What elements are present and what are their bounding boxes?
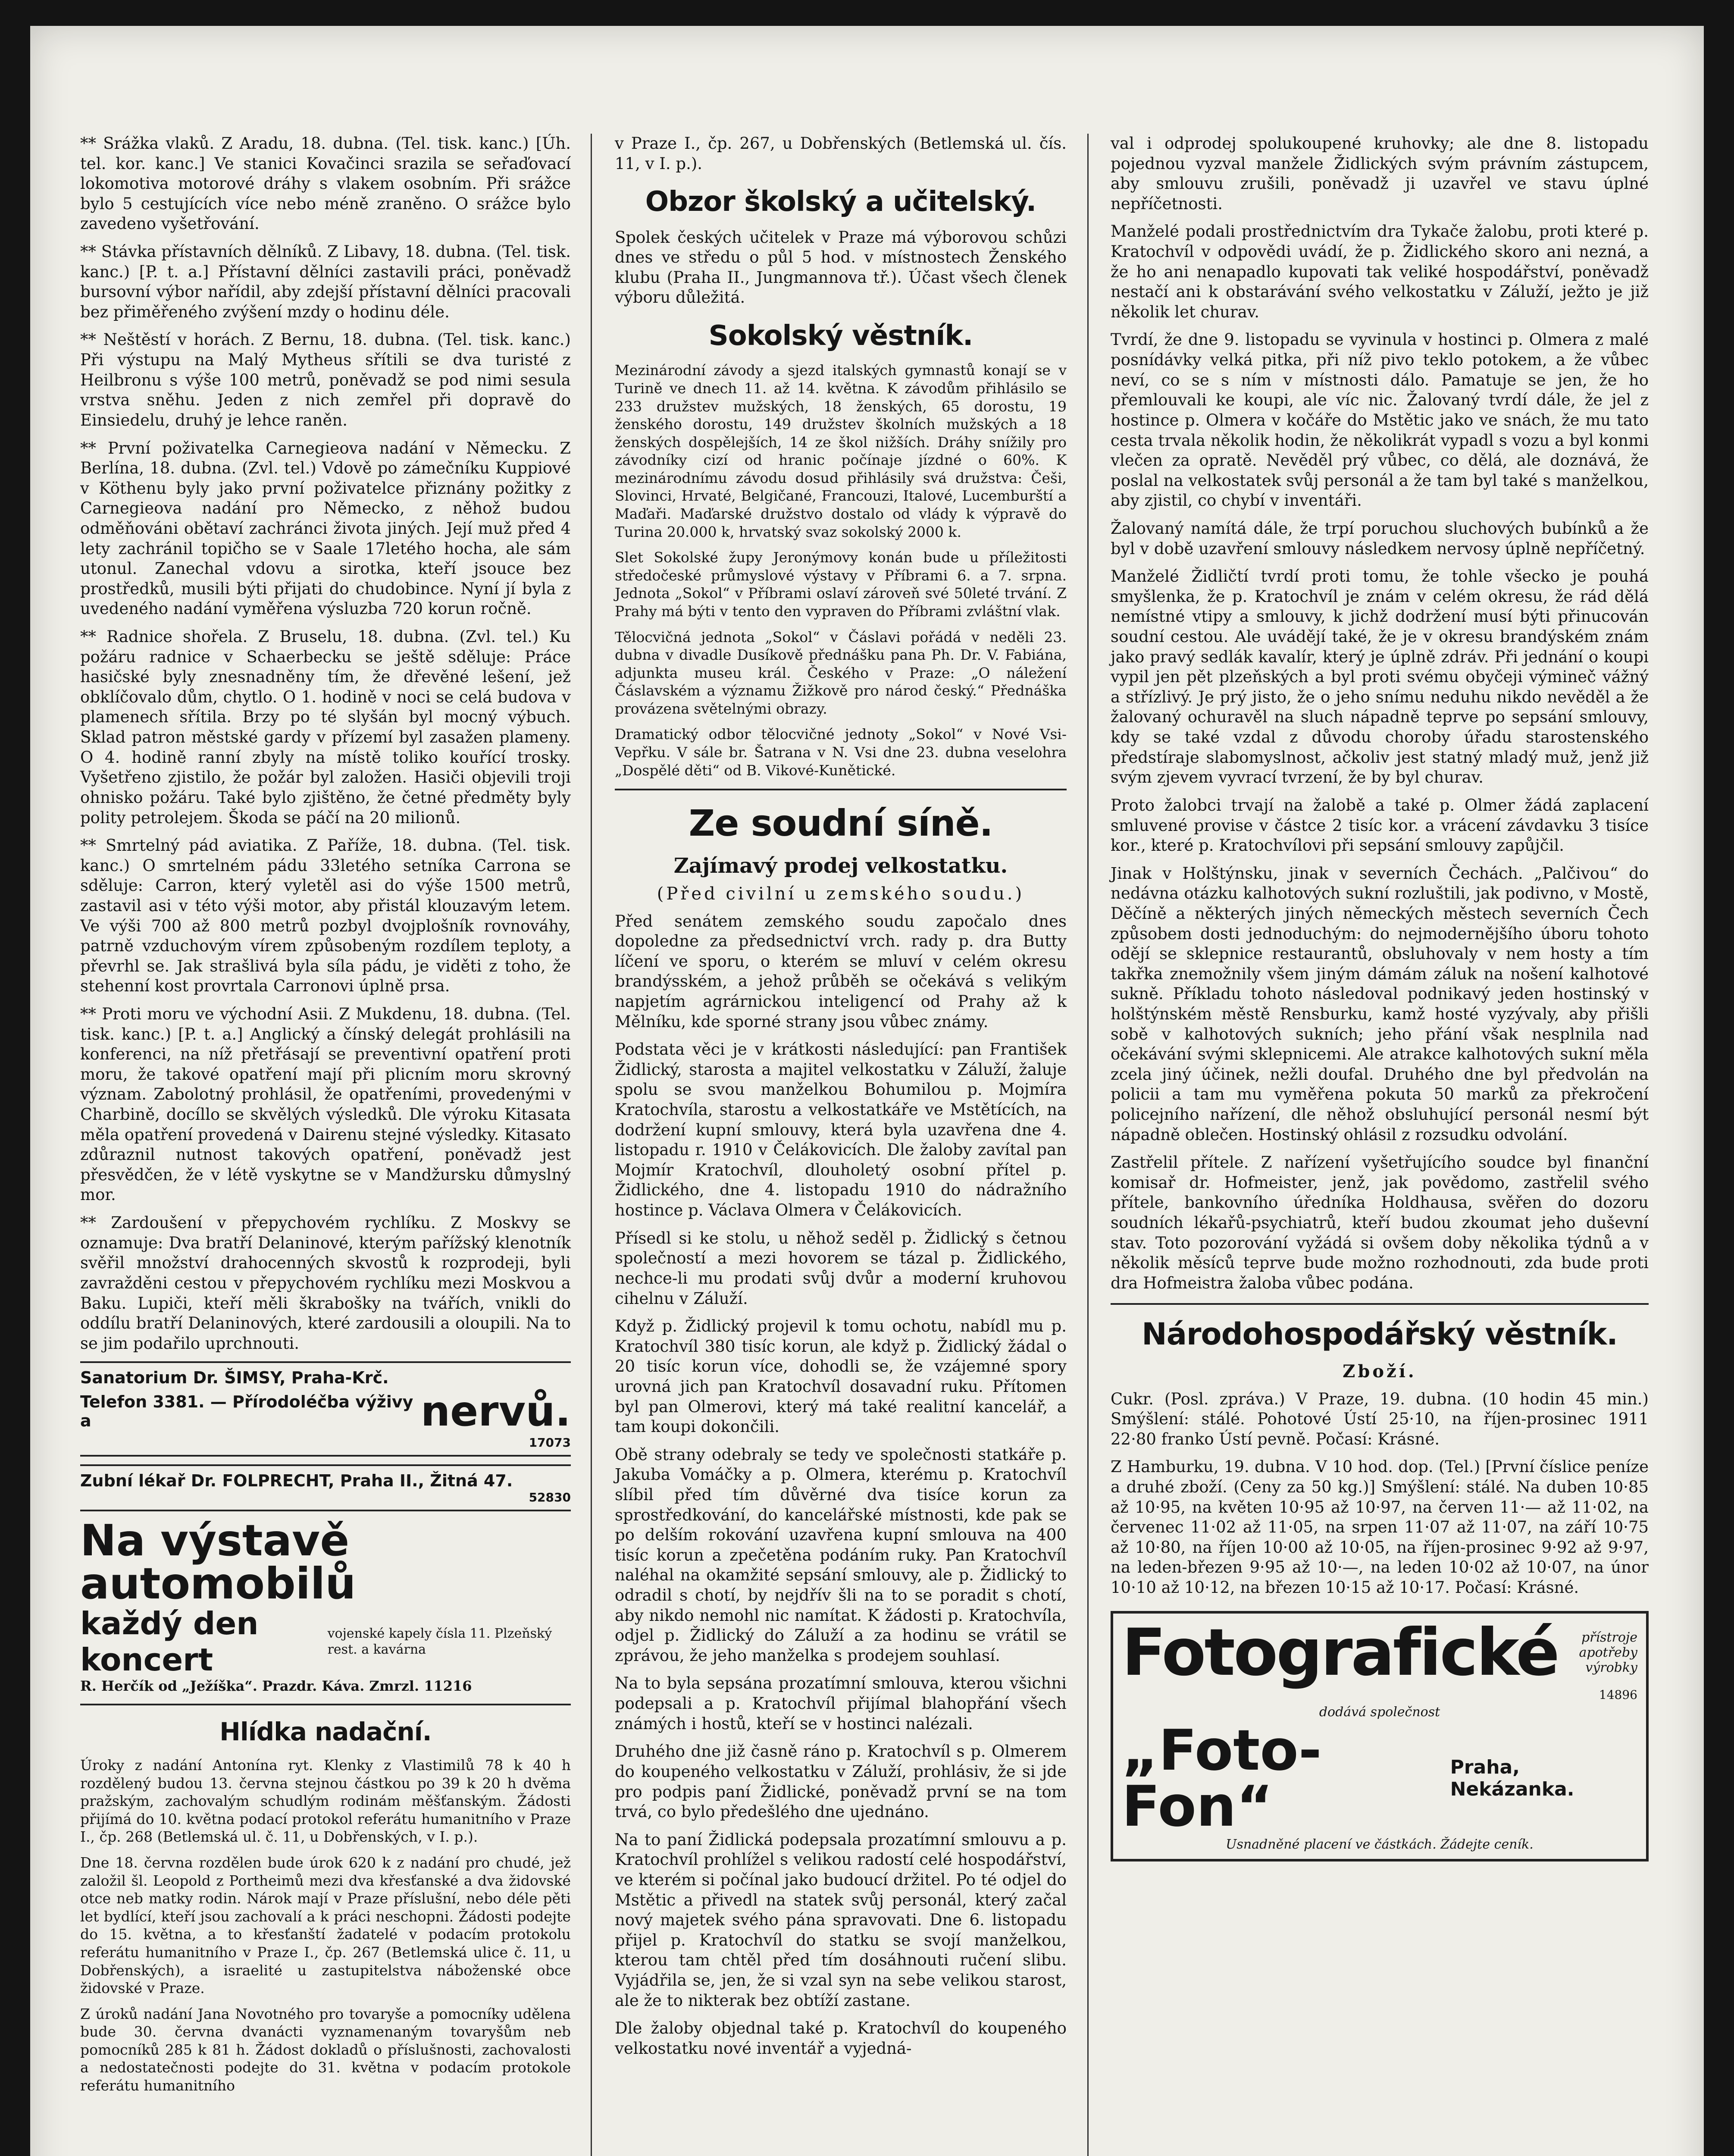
section-heading: Ze soudní síně. <box>689 802 993 845</box>
subsection-heading: Zboží. <box>1343 1361 1417 1382</box>
article-paragraph: val i odprodej spolukoupené kruhovky; ale dne 8. listopadu pojednou vyzval manžele Židlických svým právním zástupcem, aby smlouvu zrušili, poněvadž ji uzavřel ve stavu úplné nepříčetnosti. <box>1111 134 1649 213</box>
news-item: Dramatický odbor tělocvičné jednoty „Sokol“ v Nové Vsi-Vepřku. V sále br. Šatrana v N. Vsi dne 23. dubna veselohra „Dospělé děti“ od B. Vikové-Kunětické. <box>615 726 1067 779</box>
article-paragraph: Na to byla sepsána prozatímní smlouva, kterou všichni podepsali a p. Kratochvíl přijímal blahopřání všech známých i hostů, kteří se v hostinci nalézali. <box>615 1674 1067 1733</box>
column-3 <box>1099 134 1660 2156</box>
ad-text: Usnadněné placení ve částkách. Žádejte ceník. <box>1226 1836 1534 1852</box>
news-item: Slet Sokolské župy Jeronýmovy konán bude u příležitosti středočeské průmyslové výstavy v Příbrami 6. a 7. srpna. Jednota „Sokol“ v Příbrami oslaví zároveň své 50leté trvání. Z Prahy má býti v tento den vypraven do Příbrami zvláštní vlak. <box>615 549 1067 620</box>
news-item: ** Srážka vlaků. Z Aradu, 18. dubna. (Tel. tisk. kanc.) [Úh. tel. kor. kanc.] Ve stanici Kovačinci srazila se seřaďovací lokomotiva motorové dráhy s vlakem osobním. Při srážce bylo 5 cestujících více nebo méně zraněno. O srážce bylo zavedeno vyšetřování. <box>80 134 571 233</box>
news-item: ** První poživatelka Carnegieova nadání v Německu. Z Berlína, 18. dubna. (Zvl. tel.) Vdově po zámečníku Kuppiové v Köthenu byly jako první poživatelce přiznány požitky z Carnegieova nadání pro Německo, z něhož budou odměňováni obětaví zachránci života jiných. Její muž před 4 lety zachránil topičho se v Saale 17letého hocha, ale sám utonul. Zanechal vdovu a sirotka, kteří jsouce bez prostředků, musili býti přijati do chudobince. Nyní jí byla z uvedeného nadání vyměřena výsluzba 720 korun ročně. <box>80 439 571 618</box>
article-paragraph: Podstata věci je v krátkosti následující: pan František Židlický, starosta a majitel velkostatku v Záluží, žaluje spolu se svou manželkou Bohumilou p. Mojmíra Kratochvíla, starostu a velkostatkáře ve Mstětících, na dodržení kupní smlouvy, která byla uzavřena dne 4. listopadu r. 1910 v Čelákovicích. Dle žaloby zavítal pan Mojmír Kratochvíl, dlouholetý osobní přítel p. Židlického, dne 4. listopadu 1910 do nádražního hostince p. Václava Olmera v Čelákovicích. <box>615 1040 1067 1220</box>
ad-text: vojenské kapely čísla 11. Plzeňský rest. a kavárna <box>327 1626 552 1658</box>
news-item: v Praze I., čp. 267, u Dobřenských (Betlemská ul. čís. 11, v I. p.). <box>615 134 1067 173</box>
article-paragraph: Druhého dne již časně ráno p. Kratochvíl s p. Olmerem do koupeného velkostatku v Záluží, prohlásiv, že si jde pro podpis paní Židlické, poněvadž první se na tom trvá, co bylo předešlého dne ujednáno. <box>615 1742 1067 1821</box>
ad-headline: Na výstavě automobilů <box>80 1515 356 1609</box>
ad-text: R. Herčík od „Ježíška“. Prazdr. Káva. Zmrzl. 11216 <box>80 1678 472 1695</box>
news-item: Zastřelil přítele. Z nařízení vyšetřujícího soudce byl finanční komisař dr. Hofmeister, jenž, jak povědomo, zastřelil svého přítele, bankovního úředníka Holdhausa, svěřen do dozoru soudních lékařů-psychiatrů, kteří budou zkoumat jeho duševní stav. Toto pozorování vyžádá si ovšem doby několika týdnů a v několik měsíců teprve bude možno rozhodnouti, zda bude proti dra Hofmeistra žaloba vůbec podána. <box>1111 1153 1649 1292</box>
divider <box>80 1704 571 1705</box>
article-title: Zajímavý prodej velkostatku. <box>673 853 1008 878</box>
news-item: ** Proti moru ve východní Asii. Z Mukdenu, 18. dubna. (Tel. tisk. kanc.) [P. t. a.] Anglický a čínský delegát prohlásili na konferenci, na níž přetřásají se preventivní opatření proti moru, že takové opatření mají při plicním moru skrovný význam. Zabolotný prohlásil, že opatřeními, provedenými v Charbině, docíllo se skvělých výsledků. Dle výroku Kitasata měla opatření provedená v Dairenu stejné výsledky. Kitasato zdůraznil nutnost takových opatření, poněvadž jest přesvědčen, že v létě vyskytne se v Mandžursku důmyslný mor. <box>80 1004 571 1204</box>
ad-headline: „Foto-Fon“ <box>1122 1717 1322 1839</box>
article-paragraph: Před senátem zemského soudu započalo dnes dopoledne za předsednictví vrch. rady p. dra Butty líčení ve sporu, o kterém se mluví v celém okresu brandýsském, a jehož průběh se očekává s velikým napjetím agrárnickou inteligencí od Prahy až k Mělníku, kde sporné strany jsou vůbec známy. <box>615 912 1067 1031</box>
news-item: Spolek českých učitelek v Praze má výborovou schůzi dnes ve středu o půl 5 hod. v místnostech Ženského klubu (Praha II., Jungmannova tř.). Účast všech členek výboru důležitá. <box>615 228 1067 307</box>
article-paragraph: Manželé Židličtí tvrdí proti tomu, že tohle všecko je pouhá smyšlenka, že p. Kratochvíl je znám v celém okresu, že rád dělá nemístné vtipy a smlouvy, k jichž dodržení musí býti přinucován soudní cestou. Ale uvádějí také, že je v okresu brandýském znám jako pravý sedlák kavalír, který je úplně zdráv. Při jednání o koupi vypil jen pět plzeňských a byl proti svému obyčeji výmineč vážný a střízlivý. Je prý jisto, že o jeho snímu neduhu nikdo nevěděl a že žalovaný ochuravěl na sluch nápadně teprve po sepsání smlouvy, kdy se také vzdal z důvodu choroby úřadu starostenského předstíraje slabomyslnost, ačkoliv jest statný mladý muž, jenž již svým zjevem vyvrací tvrzení, že by byl churav. <box>1111 567 1649 787</box>
article-paragraph: Dle žaloby objednal také p. Kratochvíl do koupeného velkostatku nové inventář a vyjedná- <box>615 2019 1067 2058</box>
ad-headline: nervů. <box>420 1387 571 1436</box>
news-item: ** Zardoušení v přepychovém rychlíku. Z Moskvy se oznamuje: Dva bratří Delaninové, kterým pařížský klenotník svěřil množství drahocenných skvostů k rozprodeji, byli zavražděni cestou v přepychovém rychlíku mezi Moskvou a Baku. Lupiči, kteří měli škrabošky na tvářích, vnikli do oddílu bratří Delaninových, které zardousili a oloupili. Na to se jim podařilo uprchnouti. <box>80 1213 571 1353</box>
news-item: Mezinárodní závody a sjezd italských gymnastů konají se v Turině ve dnech 11. až 14. května. K závodům přihlásilo se 233 družstev mužských, 18 ženských, 65 dorostu, 19 ženského dorostu, 149 družstev školních mužských a 18 ženských dospělejších, 14 ze škol nižších. Dráhy snížily pro závodníky cizí od hranic počínaje jízdné o 60%. K mezinárodnímu závodu dosud přihlásily svá družstva: Češi, Slovinci, Hrvaté, Belgičané, Francouzi, Italové, Lucemburští a Maďaři. Maďarské družstvo dostalo od vlády k výpravě do Turina 20.000 k, hrvatský svaz sokolský 2000 k. <box>615 362 1067 540</box>
market-report: Z Hamburku, 19. dubna. V 10 hod. dop. (Tel.) [První číslice peníze a druhé zboží. (Ceny za 50 kg.)] Smýšlení: stálé. Na duben 10·85 až 10·95, na květen 10·95 až 10·97, na červen 11·— až 11·02, na červenec 11·02 až 11·05, na srpen 11·07 až 11·07, na září 10·75 až 10·80, na říjen 10·00 až 10·05, na říjen-prosinec 9·92 až 9·97, na leden-březen 9·95 až 10·—, na leden 10·02 až 10·07, na únor 10·10 až 10·12, na březen 10·15 až 10·17. Počasí: Krásné. <box>1111 1457 1649 1597</box>
ad-text: Sanatorium Dr. ŠIMSY, Praha-Krč. <box>80 1368 389 1388</box>
news-item: Tělocvičná jednota „Sokol“ v Čáslavi pořádá v neděli 23. dubna v divadle Dusíkově přednášku pana Ph. Dr. V. Fabiána, adjunkta museu král. Českého v Praze: „O náležení Čáslavském a významu Žižkově pro národ český.“ Přednáška provázena světelnými obrazy. <box>615 628 1067 717</box>
column-2 <box>604 134 1078 2156</box>
market-report: Cukr. (Posl. zpráva.) V Praze, 19. dubna. (10 hodin 45 min.) Smýšlení: stálé. Pohotové Ústí 25·10, na říjen-prosinec 1911 22·80 franko Ústí pevně. Počasí: Krásné. <box>1111 1389 1649 1448</box>
newspaper-page <box>30 26 1704 2156</box>
article-paragraph: Tvrdí, že dne 9. listopadu se vyvinula v hostinci p. Olmera z malé posnídávky velká pitka, při níž pivo teklo potokem, a že vůbec neví, co se s ním v místnosti dálo. Pamatuje se jen, že ho přemlouvali ke koupi, ale víc nic. Žalovaný tvrdí dále, že jel z hostince p. Olmera v kočáře do Mstětic jako ve snách, že mu tato cesta trvala několik hodin, že několikrát vypadl s vozu a byl konmi vlečen za opratě. Nevěděl prý vůbec, co dělá, ale doznává, že poslal na velkostatek svůj personál a že tam byl také s manželkou, aby zjistil, co chybí v inventáři. <box>1111 330 1649 510</box>
ad-headline: Fotografické <box>1122 1615 1558 1690</box>
section-heading: Hlídka nadační. <box>219 1717 432 1747</box>
article-paragraph: Přísedl si ke stolu, u něhož seděl p. Židlický s četnou společností a mezi hovorem se tázal p. Židlického, nechce-li mu prodati svůj dvůr a moderní kruhovou cihelnu v Záluží. <box>615 1228 1067 1308</box>
ad-text: Zubní lékař Dr. FOLPRECHT, Praha II., Žitná 47. <box>80 1471 513 1491</box>
ad-code: 52830 <box>529 1490 571 1505</box>
article-subtitle: (Před civilní u zemského soudu.) <box>657 884 1025 904</box>
news-item: Z úroků nadání Jana Novotného pro tovaryše a pomocníky udělena bude 30. června dvanácti vyznamenaným tovaryšům neb pomocníků 285 k 81 h. Žádost dokladů o příslušnosti, zachovalosti a nedostatečnosti podejte do 31. května v podacím protokole referátu humanitního <box>80 2005 571 2094</box>
ad-code: 14896 <box>1599 1687 1637 1702</box>
column-divider <box>1087 134 1089 2156</box>
section-heading: Národohospodářský věstník. <box>1142 1316 1618 1352</box>
automobile-ad <box>80 1515 571 1695</box>
column-1 <box>69 134 582 2156</box>
section-heading: Obzor školský a učitelský. <box>645 186 1036 218</box>
news-item: Úroky z nadání Antonína ryt. Klenky z Vlastimilů 78 k 40 h rozdělený budou 13. června stejnou částkou po 39 k 20 h dvěma pražským, zachovalým schudlým rodinám měšťanským. Žádosti přijímá do 10. května podací protokol referátu humanitního v Praze I., čp. 268 (Betlemská ul. č. 11, u Dobřenských, v I. p.). <box>80 1757 571 1846</box>
section-heading: Sokolský věstník. <box>708 320 973 352</box>
article-paragraph: Žalovaný namítá dále, že trpí poruchou sluchových bubínků a že byl v době uzavření smlouvy následkem nervosy úplně nepříčetný. <box>1111 519 1649 558</box>
ad-code: 17073 <box>529 1435 571 1450</box>
ad-text: Telefon 3381. — Přírodoléčba výživy a <box>80 1392 413 1431</box>
foto-fon-ad <box>1111 1611 1649 1861</box>
article-paragraph: Proto žalobci trvají na žalobě a také p. Olmer žádá zaplacení smluvené provise v částce 2 tisíc kor. a vrácení závdavku 3 tisíce kor., které p. Kratochvílovi při sepsání smlouvy zapůjčil. <box>1111 796 1649 855</box>
article-paragraph: Když p. Židlický projevil k tomu ochotu, nabídl mu p. Kratochvíl 380 tisíc korun, ale když p. Židlický žádal o 20 tisíc korun více, dohodli se, že vzájemné spory urovná jich pan Kratochvíl dosavadní ruku. Přítomen byl pan Olmerovi, který má také realitní kancelář, a tam koupi dokončili. <box>615 1317 1067 1436</box>
news-item: ** Stávka přístavních dělníků. Z Libavy, 18. dubna. (Tel. tisk. kanc.) [P. t. a.] Přístavní dělníci zastavili práci, poněvadž bursovní výbor nařídil, aby zdejší přístavní dělníci pracovali bez přiměřeného zvýšení mzdy o hodinu déle. <box>80 242 571 321</box>
news-item: Dne 18. června rozdělen bude úrok 620 k z nadání pro chudé, jež založil šl. Leopold z Portheimů mezi dva křesťanské a dva židovské otce neb matky rodin. Nárok mají v Praze příslušní, nebo déle pěti let bydlící, kteří jsou zachovalí a k práci neschopni. Žádosti podejte do 15. května, a to křesťanští žadatelé v podacím protokolu referátu humanitního v Praze I., čp. 267 (Betlemská ulice č. 11, u Dobřenských), a israelité u zastupitelstva náboženské obce židovské v Praze. <box>80 1854 571 1997</box>
ad-text: přístroje apotřeby výrobky <box>1579 1630 1637 1676</box>
ad-headline: každý den koncert <box>80 1605 259 1678</box>
news-item: ** Radnice shořela. Z Bruselu, 18. dubna. (Zvl. tel.) Ku požáru radnice v Schaerbecku se ještě sděluje: Práce hasičské byly znesnadněny tím, že dřevěné lešení, jež obklíčovalo dům, chytlo. O 1. hodině v noci se celá budova v plamenech sřítila. Brzy po té slyšán byl mocný výbuch. Sklad patron městské gardy v přízemí byl zasažen plameny. O 4. hodině ranní zbyly na místě toliko kouřící trosky. Vyšetřeno zjistilo, že požár byl založen. Hasiči objevili troji ohnisko požáru. Také bylo zjištěno, že četné předměty byly polity petrolejem. Škoda se páčí na 20 milionů. <box>80 627 571 827</box>
ad-text: dodává společnost <box>1319 1704 1440 1720</box>
ad-address: Praha, Nekázanka. <box>1450 1756 1574 1800</box>
news-item: Jinak v Holštýnsku, jinak v severních Čechách. „Palčivou“ do nedávna otázku kalhotových sukní rozluštili, jak podivno, v Mostě, Děčíně a některých jiných německých městech severních Čech způsobem dosti jednoduchým: do nejmodernějšího úboru tohoto odějí se sklepnice restaurantů, obsluhovaly v nem hosty a tím takřka znemožnily všem jiným dámám záluk na nošení kalhotové sukně. Příkladu tohoto následoval podnikavý jeden hostinský v holštýnském městě Rensburku, kamž hosté vyzývaly, aby přišli sobě v kalhotových sukních; jeho přání však nesplnila nad očekávání svými sklepnicemi. Ale atrakce kalhotových sukní měla zcela jiný účinek, nežli doufal. Druhého dne byl předvolán na policii a tam mu vyměřena pokuta 50 marků za překročení policejního nařízení, dle něhož obsluhující personál nesmí být nápadně oblečen. Hostinský ohlásil z rozsudku odvolání. <box>1111 864 1649 1144</box>
sanatorium-ad <box>80 1361 571 1457</box>
divider <box>1111 1303 1649 1305</box>
divider <box>615 789 1067 790</box>
column-divider <box>591 134 592 2156</box>
news-item: ** Neštěstí v horách. Z Bernu, 18. dubna. (Tel. tisk. kanc.) Při výstupu na Malý Mytheus sřítili se dva turisté z Heilbronu s výše 100 metrů, poněvadž se pod nimi sesula vrstva sněhu. Jeden z nich zemřel při dopravě do Einsiedelu, druhý je lehce raněn. <box>80 330 571 429</box>
article-paragraph: Obě strany odebraly se tedy ve společnosti statkáře p. Jakuba Vomáčky a p. Olmera, kterému p. Kratochvíl slíbil před tím důvěrné dva tisíce korun za sprostředkování, do kancelářské místnosti, kde pak se po delším rokování uzavřena kupní smlouva na 400 tisíc korun a zpečetěna podáním ruky. Pan Kratochvíl naléhal na okamžité sepsání smlouvy, ale p. Židlický to odradil s chotí, by nejdřív šli na to se poradit s chotí, aby nikdo nemohl nic namítat. K žádosti p. Kratochvíla, odjel p. Židlický do Záluží a za hodinu se vrátil se zprávou, že jeho manželka s prodejem souhlasí. <box>615 1445 1067 1665</box>
article-paragraph: Manželé podali prostřednictvím dra Tykače žalobu, proti které p. Kratochvíl v odpovědi uvádí, že p. Židlického skoro ani nezná, a že ho ani nenapadlo kupovati tak veliké hospodářství, poněvadž nestačí ani k obstarávání svého velkostatku v Záluží, ježto je již několik let churav. <box>1111 222 1649 321</box>
article-paragraph: Na to paní Židlická podepsala prozatímní smlouvu a p. Kratochvíl prohlížel s velikou radostí celé hospodářství, ve kterém si počínal jako budoucí držitel. Po té odjel do Mstětic a přivedl na statek svůj personál, který začal nový majetek svého pána spravovati. Dne 6. listopadu přijel p. Kratochvíl do statku se svojí manželkou, kterou tam chtěl před tím dosáhnouti ručení slibu. Vyjádřila se, jen, že si vzal syn na sebe velikou starost, ale že to nikterak bez obtíží zastane. <box>615 1830 1067 2010</box>
news-item: ** Smrtelný pád aviatika. Z Paříže, 18. dubna. (Tel. tisk. kanc.) O smrtelném pádu 33letého setníka Carrona se sděluje: Carron, který vyletěl asi do výše 1500 metrů, zastavil asi v této výši motor, aby přistál klouzavým letem. Ve výši 700 až 800 metrů pozbyl dvojplošník rovnováhy, patrně vzduchovým vírem způsobeným rozdílem teploty, a převrhl se. Jak strašlivá byla síla pádu, je viděti z toho, že stehenní kost provrtala Carronovi úplně prsa. <box>80 836 571 996</box>
dentist-ad <box>80 1464 571 1511</box>
